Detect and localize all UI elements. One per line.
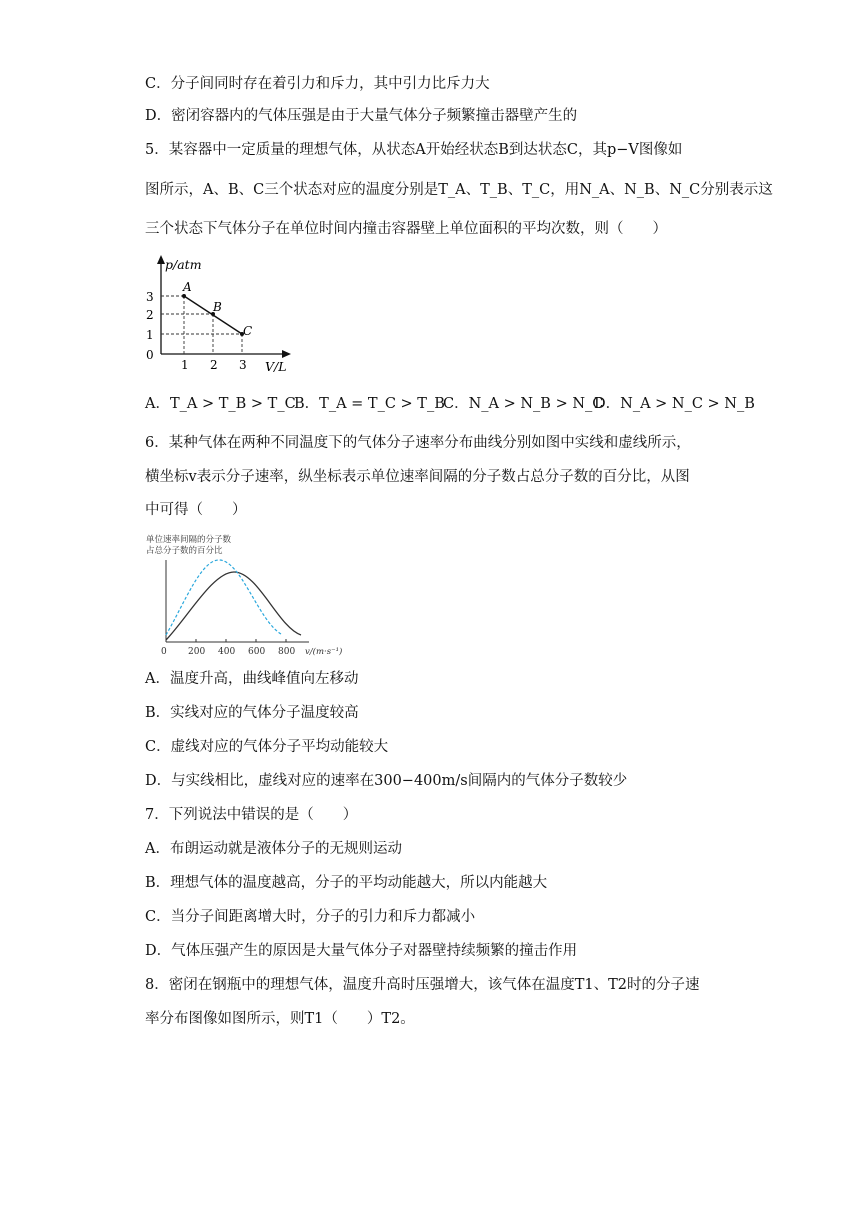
q4-option-d: D．密闭容器内的气体压强是由于大量气体分子频繁撞击器壁产生的 [145, 108, 578, 124]
q5-stem-line1: 5．某容器中一定质量的理想气体，从状态A开始经状态B到达状态C，其p−V图像如 [145, 142, 683, 158]
q6-stem-line3: 中可得（ ） [145, 502, 247, 518]
speed-chart [143, 532, 358, 658]
pv-ytick-2: 2 [146, 308, 154, 322]
speed-curve-solid [166, 572, 301, 640]
pv-label-a: A [183, 280, 192, 294]
pv-point-a [182, 294, 186, 298]
speed-xtick-0: 0 [161, 647, 167, 657]
pv-ytick-0: 0 [146, 348, 154, 362]
pv-y-arrow [157, 255, 165, 264]
pv-ytick-3: 3 [146, 290, 154, 304]
speed-xtick-600: 600 [248, 647, 266, 657]
pv-xlabel: V/L [265, 359, 287, 374]
q7-stem: 7．下列说法中错误的是（ ） [145, 807, 358, 823]
q6-option-d[interactable]: D．与实线相比，虚线对应的速率在300−400m/s间隔内的气体分子数较少 [145, 773, 628, 789]
speed-xtick-200: 200 [188, 647, 206, 657]
q7-option-b[interactable]: B．理想气体的温度越高，分子的平均动能越大，所以内能越大 [145, 875, 548, 891]
q6-stem-line2: 横坐标v表示分子速率，纵坐标表示单位速率间隔的分子数占总分子数的百分比，从图 [145, 469, 690, 485]
q5-option-a[interactable]: A．T_A > T_B > T_C [145, 396, 296, 412]
q5-option-c[interactable]: C．N_A > N_B > N_C [443, 396, 604, 412]
q6-option-b[interactable]: B．实线对应的气体分子温度较高 [145, 705, 359, 721]
q6-stem-line1: 6．某种气体在两种不同温度下的气体分子速率分布曲线分别如图中实线和虚线所示， [145, 435, 691, 451]
q7-option-d[interactable]: D．气体压强产生的原因是大量气体分子对器壁持续频繁的撞击作用 [145, 943, 578, 959]
q6-option-c[interactable]: C．虚线对应的气体分子平均动能较大 [145, 739, 389, 755]
q5-stem-line3: 三个状态下气体分子在单位时间内撞击容器壁上单位面积的平均次数，则（ ） [145, 221, 667, 237]
speed-xlabel: v/(m·s⁻¹) [305, 647, 343, 657]
q5-option-d[interactable]: D．N_A > N_C > N_B [594, 396, 755, 412]
q8-stem-line1: 8．密闭在钢瓶中的理想气体，温度升高时压强增大，该气体在温度T1、T2时的分子速 [145, 977, 700, 993]
pv-ylabel: p/atm [165, 257, 202, 272]
speed-curve-dashed [166, 560, 281, 635]
pv-label-c: C [243, 324, 253, 338]
speed-ylabel-line1: 单位速率间隔的分子数 [146, 535, 232, 545]
pv-label-b: B [213, 300, 222, 314]
pv-chart [140, 252, 300, 374]
pv-xtick-2: 2 [210, 358, 218, 372]
pv-x-arrow [282, 350, 291, 358]
pv-xtick-3: 3 [239, 358, 247, 372]
q7-option-a[interactable]: A．布朗运动就是液体分子的无规则运动 [145, 841, 402, 857]
pv-ytick-1: 1 [146, 328, 154, 342]
q5-option-b[interactable]: B．T_A = T_C > T_B [294, 396, 445, 412]
pv-xtick-1: 1 [181, 358, 189, 372]
speed-xtick-800: 800 [278, 647, 296, 657]
speed-ylabel-line2: 占总分子数的百分比 [146, 546, 223, 556]
q4-option-c: C．分子间同时存在着引力和斥力，其中引力比斥力大 [145, 76, 490, 92]
speed-xtick-400: 400 [218, 647, 236, 657]
q5-stem-line2: 图所示，A、B、C三个状态对应的温度分别是T_A、T_B、T_C，用N_A、N_B、N_C分别表示这 [145, 182, 773, 198]
q7-option-c[interactable]: C．当分子间距离增大时，分子的引力和斥力都减小 [145, 909, 476, 925]
q8-stem-line2: 率分布图像如图所示，则T1（ ）T2。 [145, 1011, 415, 1027]
q6-option-a[interactable]: A．温度升高，曲线峰值向左移动 [145, 671, 359, 687]
